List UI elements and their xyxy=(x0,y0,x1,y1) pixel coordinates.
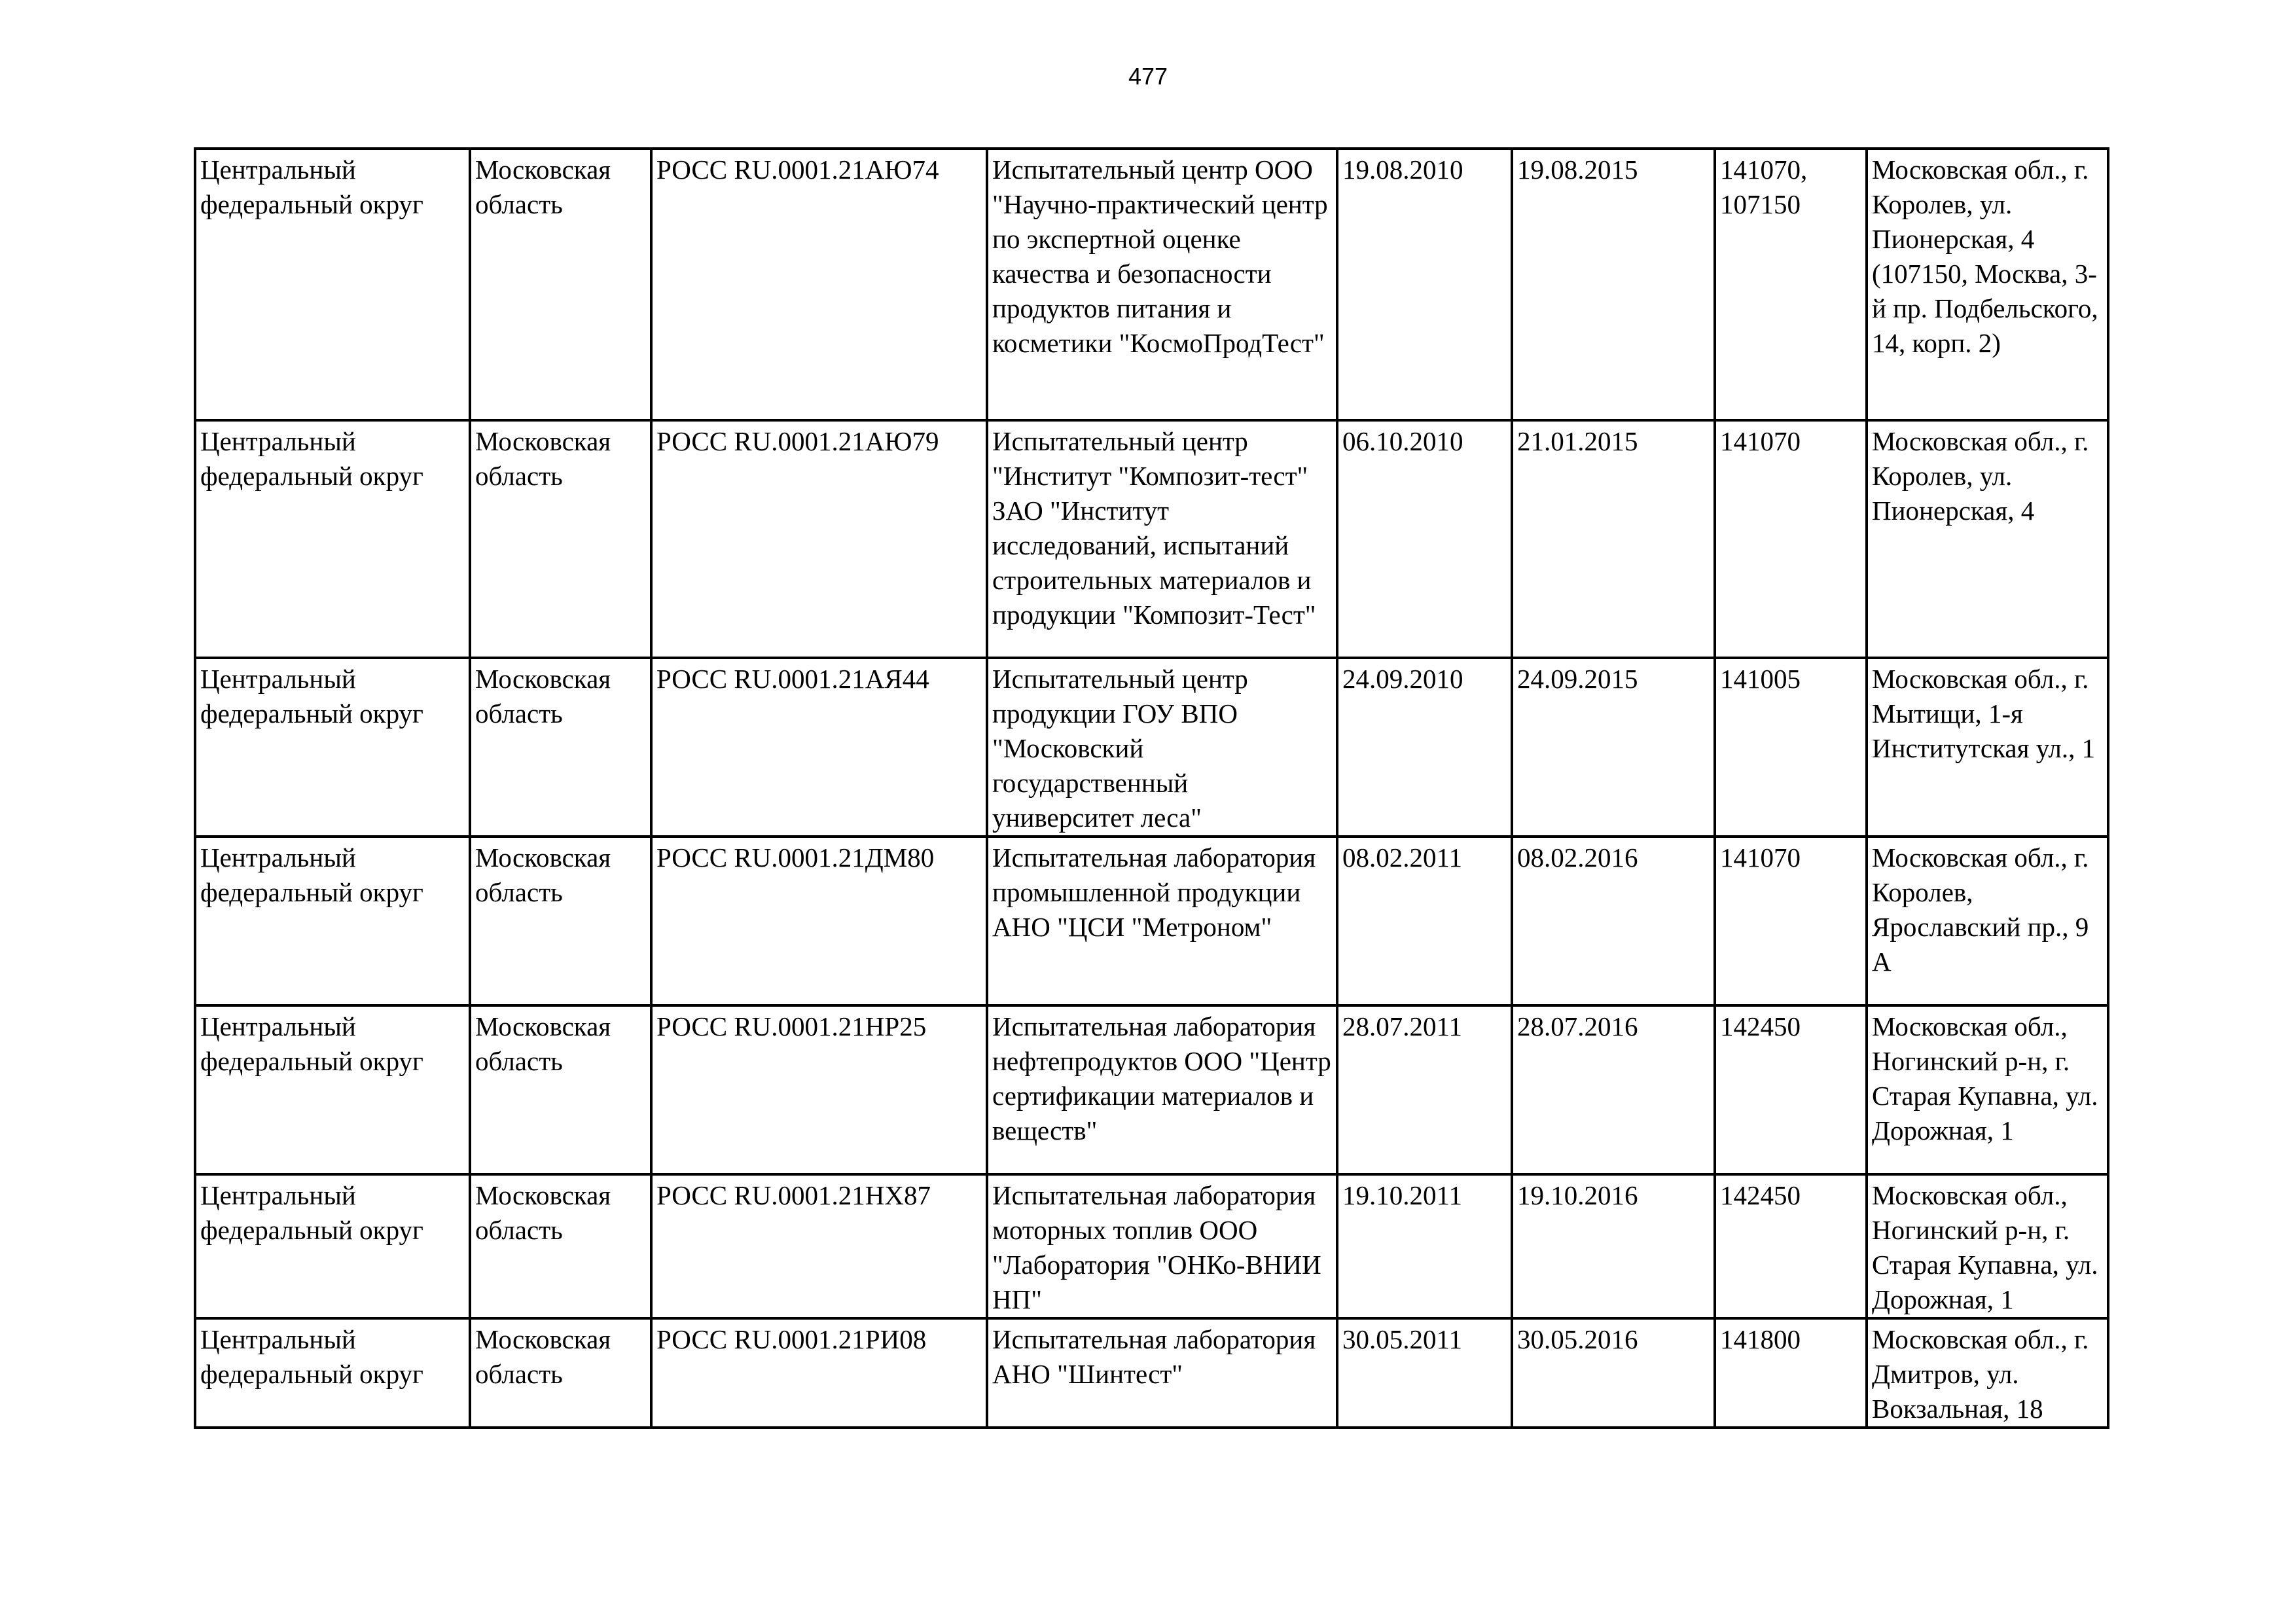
district-cell: Центральный федеральный округ xyxy=(195,420,470,658)
date-from-cell: 08.02.2011 xyxy=(1337,837,1512,1005)
reg-number-cell: РОСС RU.0001.21НР25 xyxy=(651,1005,987,1174)
date-from-cell: 24.09.2010 xyxy=(1337,658,1512,837)
district-cell: Центральный федеральный округ xyxy=(195,658,470,837)
postal-code-cell: 141070, 107150 xyxy=(1715,149,1867,420)
organization-cell: Испытательная лаборатория АНО "Шинтест" xyxy=(987,1318,1337,1428)
date-from-cell: 19.10.2011 xyxy=(1337,1174,1512,1318)
address-cell: Московская обл., г. Королев, Ярославский пр., 9 А xyxy=(1867,837,2108,1005)
address-cell: Московская обл., г. Мытищи, 1-я Институтская ул., 1 xyxy=(1867,658,2108,837)
region-cell: Московская область xyxy=(470,1174,651,1318)
date-from-cell: 19.08.2010 xyxy=(1337,149,1512,420)
date-to-cell: 30.05.2016 xyxy=(1512,1318,1715,1428)
postal-code-cell: 141800 xyxy=(1715,1318,1867,1428)
postal-code-cell: 142450 xyxy=(1715,1005,1867,1174)
address-cell: Московская обл., г. Королев, ул. Пионерская, 4 xyxy=(1867,420,2108,658)
organization-cell: Испытательная лаборатория нефтепродуктов ООО "Центр сертификации материалов и веществ" xyxy=(987,1005,1337,1174)
date-from-cell: 28.07.2011 xyxy=(1337,1005,1512,1174)
reg-number-cell: РОСС RU.0001.21АЮ74 xyxy=(651,149,987,420)
organization-cell: Испытательная лаборатория моторных топлив ООО "Лаборатория "ОНКо-ВНИИ НП" xyxy=(987,1174,1337,1318)
organization-cell: Испытательный центр продукции ГОУ ВПО "Московский государственный университет леса" xyxy=(987,658,1337,837)
region-cell: Московская область xyxy=(470,658,651,837)
date-from-cell: 06.10.2010 xyxy=(1337,420,1512,658)
district-cell: Центральный федеральный округ xyxy=(195,1174,470,1318)
reg-number-cell: РОСС RU.0001.21НХ87 xyxy=(651,1174,987,1318)
postal-code-cell: 141005 xyxy=(1715,658,1867,837)
table-row xyxy=(195,658,2108,837)
postal-code-cell: 142450 xyxy=(1715,1174,1867,1318)
table-row xyxy=(195,837,2108,1005)
postal-code-cell: 141070 xyxy=(1715,837,1867,1005)
reg-number-cell: РОСС RU.0001.21РИ08 xyxy=(651,1318,987,1428)
district-cell: Центральный федеральный округ xyxy=(195,1005,470,1174)
reg-number-cell: РОСС RU.0001.21ДМ80 xyxy=(651,837,987,1005)
address-cell: Московская обл., г. Королев, ул. Пионерская, 4 (107150, Москва, 3-й пр. Подбельского, 14, корп. 2) xyxy=(1867,149,2108,420)
date-to-cell: 24.09.2015 xyxy=(1512,658,1715,837)
date-to-cell: 19.10.2016 xyxy=(1512,1174,1715,1318)
table-row xyxy=(195,420,2108,658)
reg-number-cell: РОСС RU.0001.21АЮ79 xyxy=(651,420,987,658)
table-row xyxy=(195,1005,2108,1174)
organization-cell: Испытательный центр ООО "Научно-практический центр по экспертной оценке качества и безопасности продуктов питания и косметики "КосмоПродТест" xyxy=(987,149,1337,420)
date-to-cell: 19.08.2015 xyxy=(1512,149,1715,420)
region-cell: Московская область xyxy=(470,149,651,420)
district-cell: Центральный федеральный округ xyxy=(195,1318,470,1428)
page-number: 477 xyxy=(1128,63,1168,90)
postal-code-cell: 141070 xyxy=(1715,420,1867,658)
organization-cell: Испытательная лаборатория промышленной продукции АНО "ЦСИ "Метроном" xyxy=(987,837,1337,1005)
registry-table xyxy=(194,147,2109,1429)
region-cell: Московская область xyxy=(470,1005,651,1174)
address-cell: Московская обл., г. Дмитров, ул. Вокзальная, 18 xyxy=(1867,1318,2108,1428)
address-cell: Московская обл., Ногинский р-н, г. Старая Купавна, ул. Дорожная, 1 xyxy=(1867,1005,2108,1174)
date-to-cell: 28.07.2016 xyxy=(1512,1005,1715,1174)
district-cell: Центральный федеральный округ xyxy=(195,837,470,1005)
organization-cell: Испытательный центр "Институт "Композит-тест" ЗАО "Институт исследований, испытаний строительных материалов и продукции "Композит-Тест" xyxy=(987,420,1337,658)
reg-number-cell: РОСС RU.0001.21АЯ44 xyxy=(651,658,987,837)
region-cell: Московская область xyxy=(470,837,651,1005)
date-to-cell: 08.02.2016 xyxy=(1512,837,1715,1005)
address-cell: Московская обл., Ногинский р-н, г. Старая Купавна, ул. Дорожная, 1 xyxy=(1867,1174,2108,1318)
table-row xyxy=(195,1174,2108,1318)
region-cell: Московская область xyxy=(470,420,651,658)
table-row xyxy=(195,149,2108,420)
table-row xyxy=(195,1318,2108,1428)
date-to-cell: 21.01.2015 xyxy=(1512,420,1715,658)
district-cell: Центральный федеральный округ xyxy=(195,149,470,420)
date-from-cell: 30.05.2011 xyxy=(1337,1318,1512,1428)
region-cell: Московская область xyxy=(470,1318,651,1428)
